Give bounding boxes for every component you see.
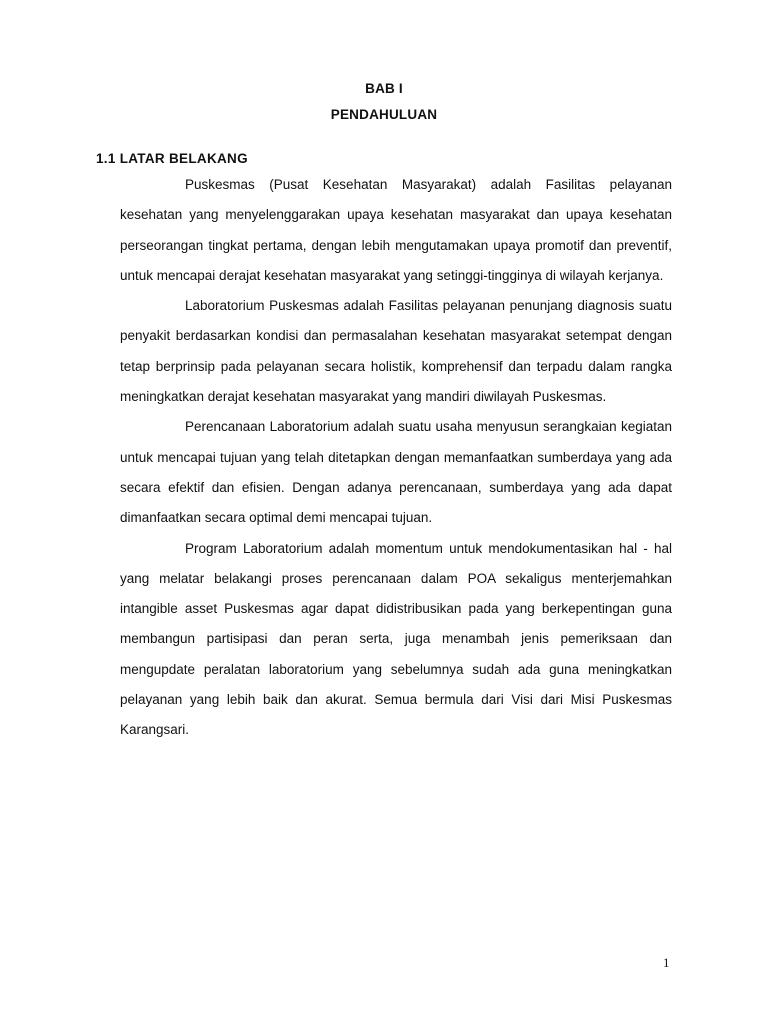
chapter-number: BAB I <box>365 81 403 96</box>
chapter-title: PENDAHULUAN <box>330 107 438 122</box>
body-text <box>120 170 672 746</box>
paragraph-laboratorium: Laboratorium Puskesmas adalah Fasilitas pelayanan penunjang diagnosis suatu penyakit berdasarkan kondisi dan permasalahan kesehatan masyarakat setempat dengan tetap berprinsip pada pelayanan secara holistik, komprehensif dan terpadu dalam rangka meningkatkan derajat kesehatan masyarakat yang mandiri diwilayah Puskesmas. <box>120 298 672 405</box>
page-number: 1 <box>663 955 670 970</box>
paragraph-program: Program Laboratorium adalah momentum untuk mendokumentasikan hal - hal yang melatar belakangi proses perencanaan dalam POA sekaligus menterjemahkan intangible asset Puskesmas agar dapat didistribusikan pada yang berkepentingan guna membangun partisipasi dan peran serta, juga menambah jenis pemeriksaan dan mengupdate peralatan laboratorium yang sebelumnya sudah ada guna meningkatkan pelayanan yang lebih baik dan akurat. Semua bermula dari Visi dari Misi Puskesmas Karangsari. <box>120 540 672 738</box>
paragraph-puskesmas: Puskesmas (Pusat Kesehatan Masyarakat) adalah Fasilitas pelayanan kesehatan yang menyelenggarakan upaya kesehatan masyarakat dan upaya kesehatan perseorangan tingkat pertama, dengan lebih mengutamakan upaya promotif dan preventif, untuk mencapai derajat kesehatan masyarakat yang setinggi-tingginya di wilayah kerjanya. <box>120 177 672 283</box>
section-heading: 1.1 LATAR BELAKANG <box>96 151 248 166</box>
paragraph-perencanaan: Perencanaan Laboratorium adalah suatu usaha menyusun serangkaian kegiatan untuk mencapai tujuan yang telah ditetapkan dengan memanfaatkan sumberdaya yang ada secara efektif dan efisien. Dengan adanya perencanaan, sumberdaya yang ada dapat dimanfaatkan secara optimal demi mencapai tujuan. <box>120 419 672 526</box>
